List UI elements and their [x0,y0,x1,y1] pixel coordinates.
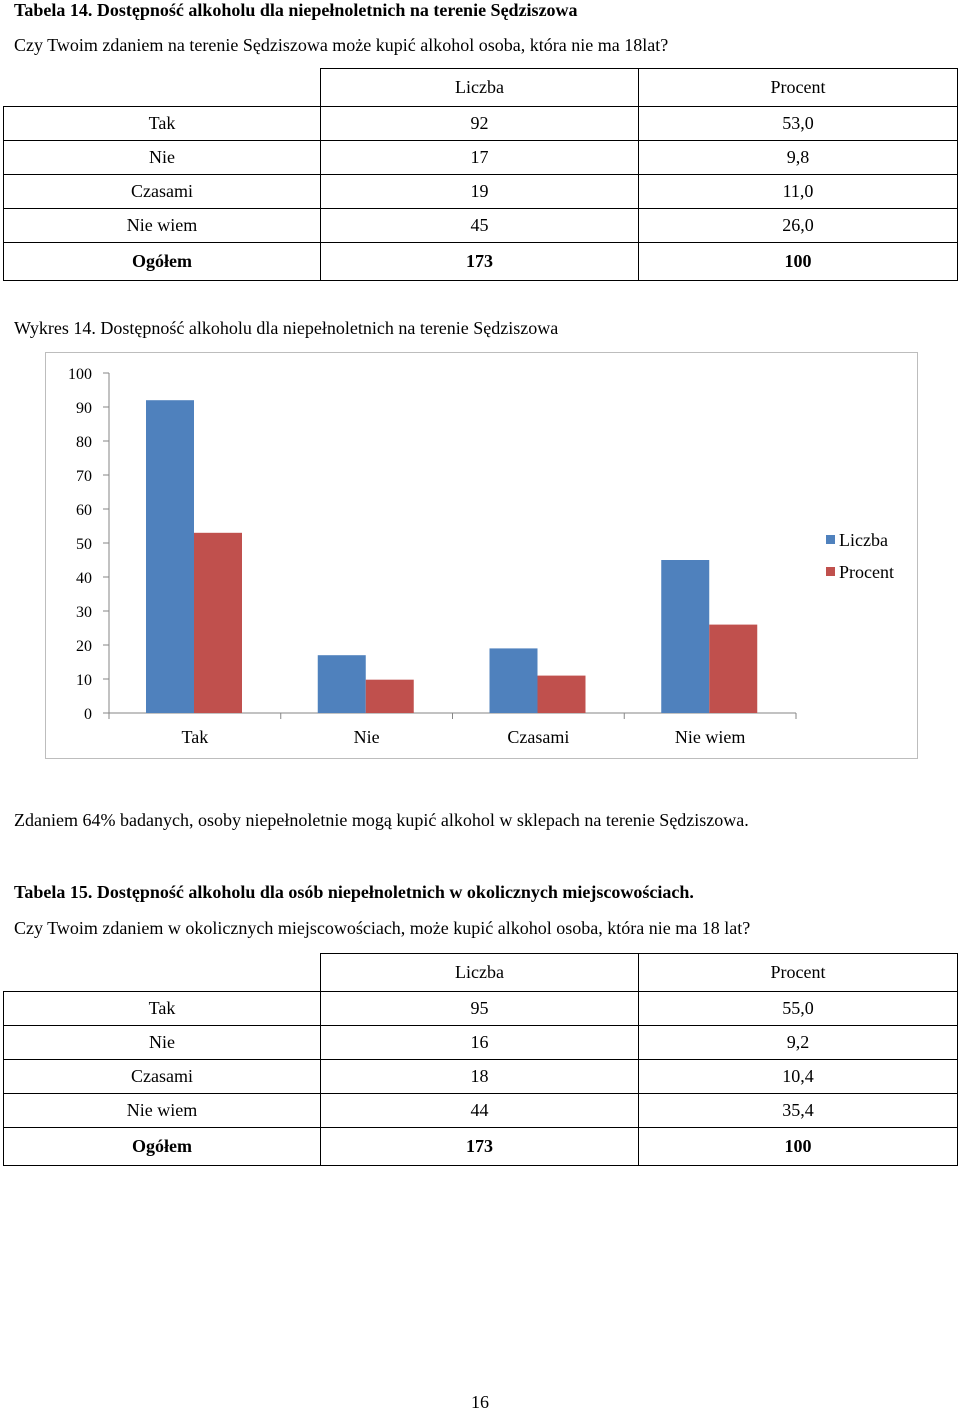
figure-14-caption-text: Dostępność alkoholu dla niepełnoletnich na terenie Sędziszowa [95,318,559,338]
y-tick-label: 100 [68,366,92,383]
bar-procent-nie [366,680,414,713]
table-15-caption: Tabela 15. Dostępność alkoholu dla osób niepełnoletnich w okolicznych miejscowościach. [14,882,694,902]
table-cell: Czasami [4,1060,321,1094]
page-number: 16 [471,1392,489,1412]
table-cell: 55,0 [639,992,958,1026]
table-cell: 19 [321,175,639,209]
bar-procent-nie-wiem [709,625,757,713]
summary-paragraph: Zdaniem 64% badanych, osoby niepełnoletnie mogą kupić alkohol w sklepach na terenie Sędziszowa. [14,810,749,830]
table-header-row [4,954,958,992]
table-cell: Czasami [4,175,321,209]
table-cell: Nie [4,1026,321,1060]
table-cell: Ogółem [4,1128,321,1166]
legend-label: Liczba [839,530,888,550]
table-cell: 100 [639,243,958,281]
table-cell: 26,0 [639,209,958,243]
table-cell: Nie wiem [4,209,321,243]
y-tick-label: 80 [76,434,92,451]
x-category-label: Nie wiem [674,727,746,747]
table-header-cell: Procent [639,69,958,107]
legend-swatch-procent [826,567,835,576]
y-tick-label: 0 [84,706,92,723]
table-cell: 17 [321,141,639,175]
table-cell: 35,4 [639,1094,958,1128]
table-cell: 44 [321,1094,639,1128]
table-15-question: Czy Twoim zdaniem w okolicznych miejscowościach, może kupić alkohol osoba, która nie ma 18 lat? [14,918,751,938]
table-total-row [4,1128,958,1166]
y-tick-label: 20 [76,638,92,655]
bar-liczba-czasami [490,648,538,713]
x-category-label: Nie [353,727,380,747]
legend-swatch-liczba [826,535,835,544]
y-tick-label: 50 [76,536,92,553]
table-cell: Tak [4,107,321,141]
bar-procent-czasami [538,676,586,713]
table-cell: 11,0 [639,175,958,209]
figure-14-caption-prefix: Wykres 14. [14,318,96,338]
y-tick-label: 40 [76,570,92,587]
table-15 [3,953,958,1166]
legend-item-procent [826,562,894,583]
table-14-caption: Tabela 14. Dostępność alkoholu dla niepełnoletnich na terenie Sędziszowa [14,0,578,20]
table-cell: 10,4 [639,1060,958,1094]
table-cell: 45 [321,209,639,243]
y-tick-label: 90 [76,400,92,417]
legend-item-liczba [826,530,888,551]
x-category-label: Tak [181,727,209,747]
bar-procent-tak [194,533,242,713]
table-cell: Nie [4,141,321,175]
table-header-cell: Liczba [321,69,639,107]
table-header-cell: Procent [639,954,958,992]
table-cell: 92 [321,107,639,141]
table-row [4,1060,958,1094]
table-cell: 9,2 [639,1026,958,1060]
table-row [4,992,958,1026]
table-cell: 16 [321,1026,639,1060]
table-header-cell [4,954,321,992]
table-cell: 95 [321,992,639,1026]
table-14-question: Czy Twoim zdaniem na terenie Sędziszowa może kupić alkohol osoba, która nie ma 18lat? [14,35,669,55]
table-cell: 18 [321,1060,639,1094]
table-cell: Tak [4,992,321,1026]
table-cell: 173 [321,243,639,281]
legend-label: Procent [839,562,894,582]
x-category-label: Czasami [507,727,570,747]
bar-liczba-tak [146,400,194,713]
bar-liczba-nie [318,655,366,713]
table-cell: Nie wiem [4,1094,321,1128]
y-tick-label: 30 [76,604,92,621]
bar-liczba-nie-wiem [661,560,709,713]
table-cell: 173 [321,1128,639,1166]
y-tick-label: 10 [76,672,92,689]
table-cell: 100 [639,1128,958,1166]
y-tick-label: 70 [76,468,92,485]
table-header-cell: Liczba [321,954,639,992]
table-cell: Ogółem [4,243,321,281]
table-cell: 9,8 [639,141,958,175]
y-tick-label: 60 [76,502,92,519]
table-row [4,1094,958,1128]
table-cell: 53,0 [639,107,958,141]
table-row [4,1026,958,1060]
